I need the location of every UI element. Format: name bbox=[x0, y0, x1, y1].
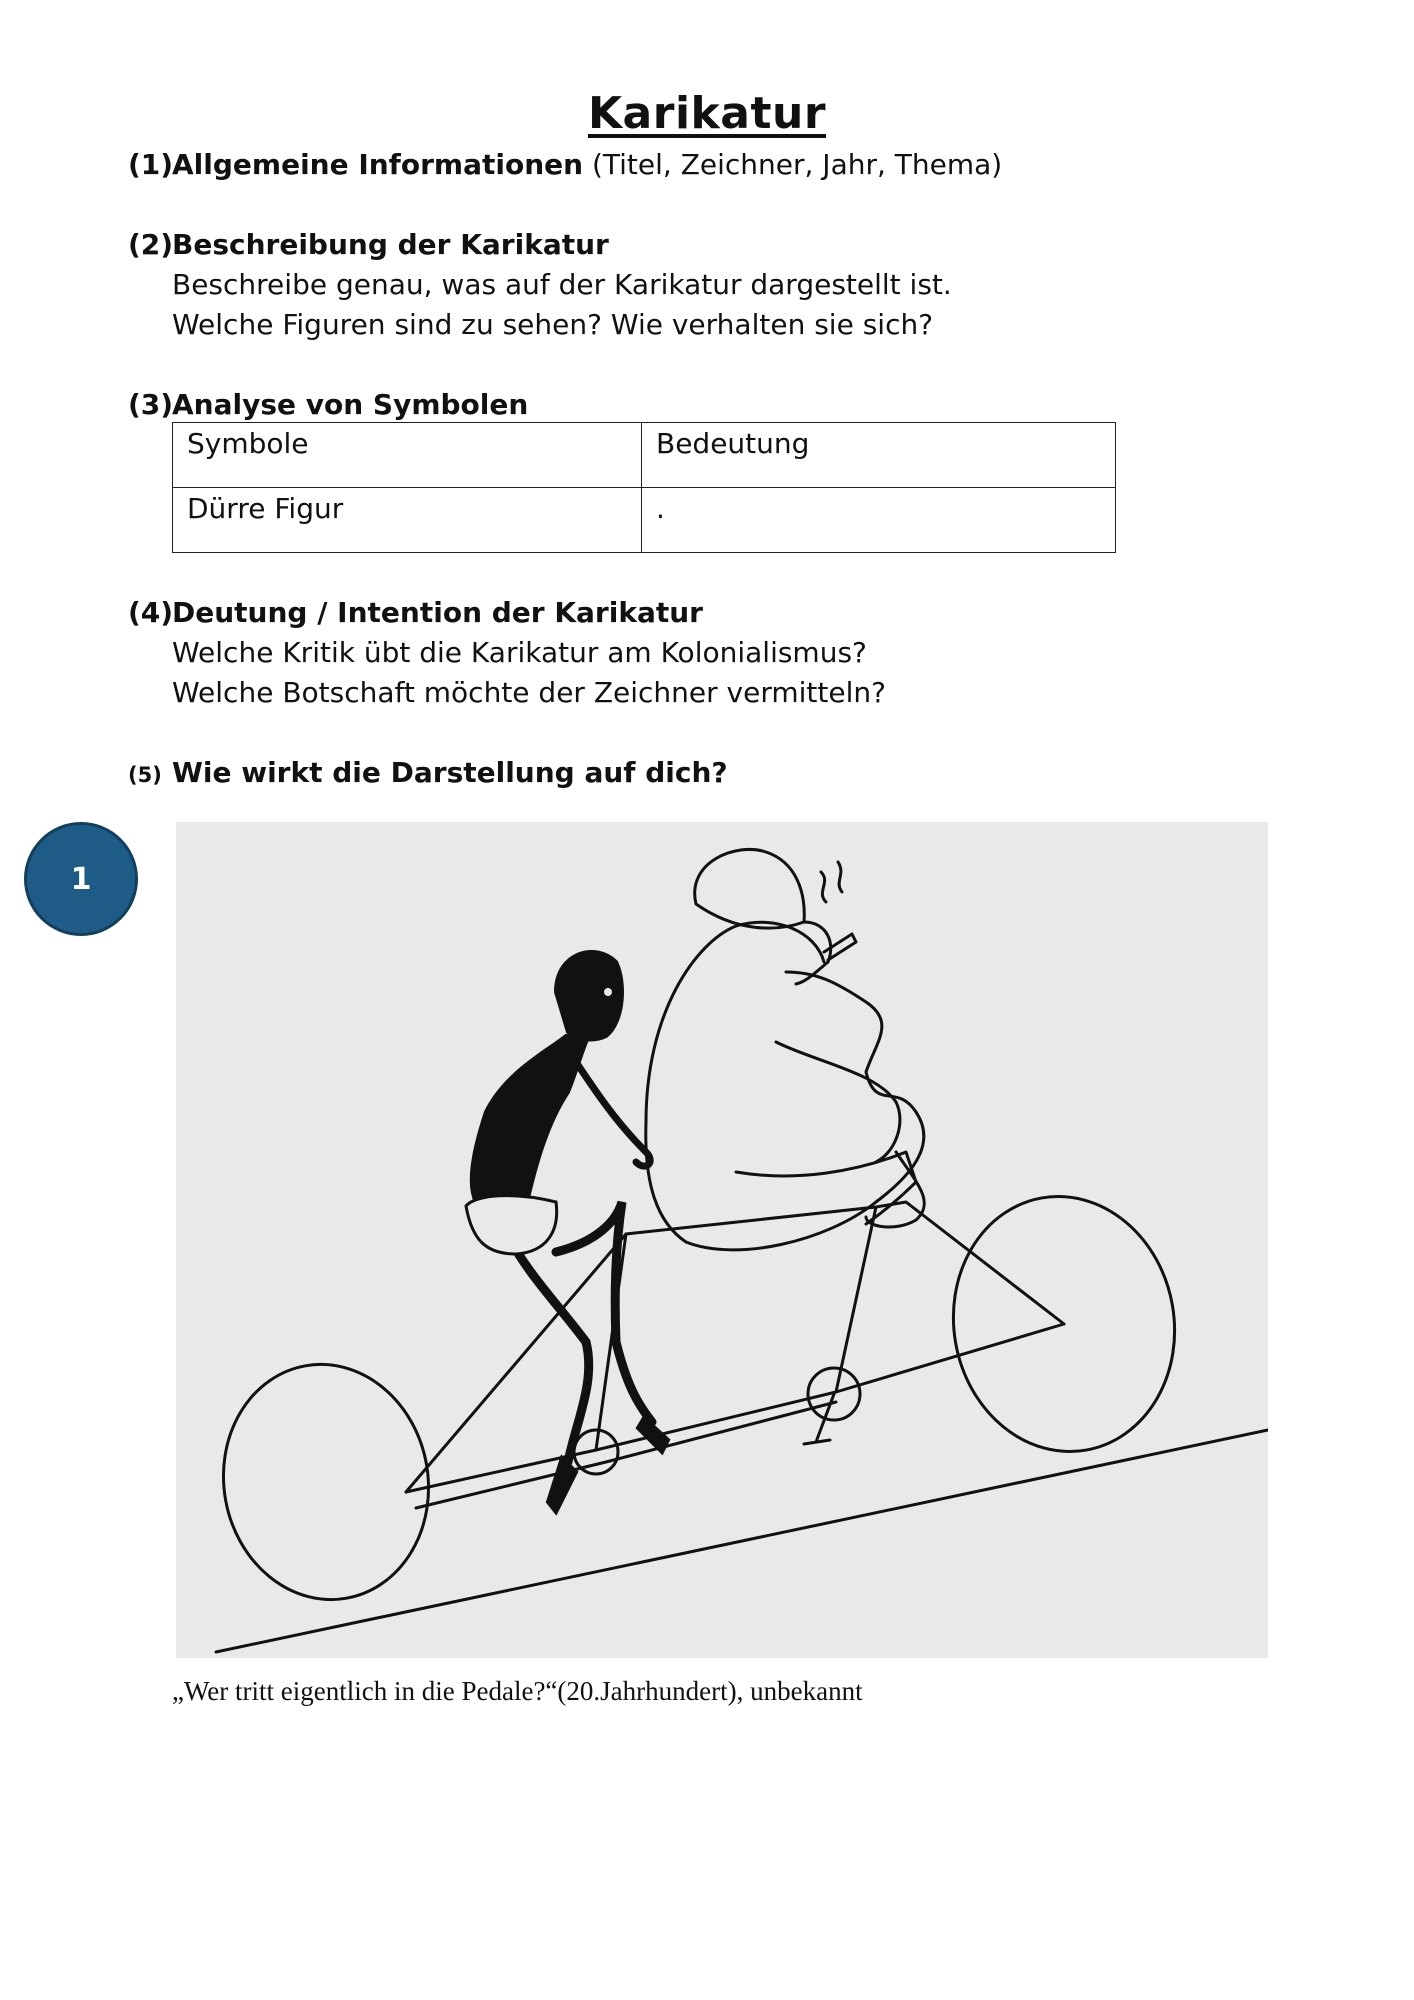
symbol-table bbox=[172, 422, 1116, 553]
bicycle-cartoon-drawing bbox=[176, 822, 1268, 1658]
table-header-cell: Bedeutung bbox=[642, 423, 1116, 488]
section-number: (1) bbox=[128, 148, 174, 181]
section-5 bbox=[128, 756, 728, 789]
section-heading: Deutung / Intention der Karikatur bbox=[172, 596, 703, 629]
section-heading: Beschreibung der Karikatur bbox=[172, 228, 609, 261]
table-header-cell: Symbole bbox=[173, 423, 642, 488]
section-number: (2) bbox=[128, 228, 174, 261]
section-4 bbox=[128, 596, 703, 629]
number-badge: 1 bbox=[24, 822, 138, 936]
table-row bbox=[173, 488, 1116, 553]
section-3 bbox=[128, 388, 528, 421]
section-1 bbox=[128, 148, 1002, 181]
section-heading: Analyse von Symbolen bbox=[172, 388, 529, 421]
cartoon-image bbox=[176, 822, 1268, 1658]
section-2-line-1: Beschreibe genau, was auf der Karikatur dargestellt ist. bbox=[172, 268, 952, 301]
table-cell: Dürre Figur bbox=[173, 488, 642, 553]
section-2-line-2: Welche Figuren sind zu sehen? Wie verhalten sie sich? bbox=[172, 308, 934, 341]
section-2 bbox=[128, 228, 609, 261]
page-title: Karikatur bbox=[587, 88, 827, 139]
image-caption: „Wer tritt eigentlich in die Pedale?“(20.Jahrhundert), unbekannt bbox=[172, 1676, 863, 1706]
section-heading: Wie wirkt die Darstellung auf dich? bbox=[172, 756, 728, 789]
section-heading: Allgemeine Informationen bbox=[172, 148, 584, 181]
section-4-line-1: Welche Kritik übt die Karikatur am Kolonialismus? bbox=[172, 636, 867, 669]
section-suffix: (Titel, Zeichner, Jahr, Thema) bbox=[583, 148, 1003, 181]
table-header-row bbox=[173, 423, 1116, 488]
section-number: (3) bbox=[128, 388, 174, 421]
section-number: (5) bbox=[128, 763, 162, 787]
section-4-line-2: Welche Botschaft möchte der Zeichner vermitteln? bbox=[172, 676, 886, 709]
section-number: (4) bbox=[128, 596, 174, 629]
table-cell: . bbox=[642, 488, 1116, 553]
